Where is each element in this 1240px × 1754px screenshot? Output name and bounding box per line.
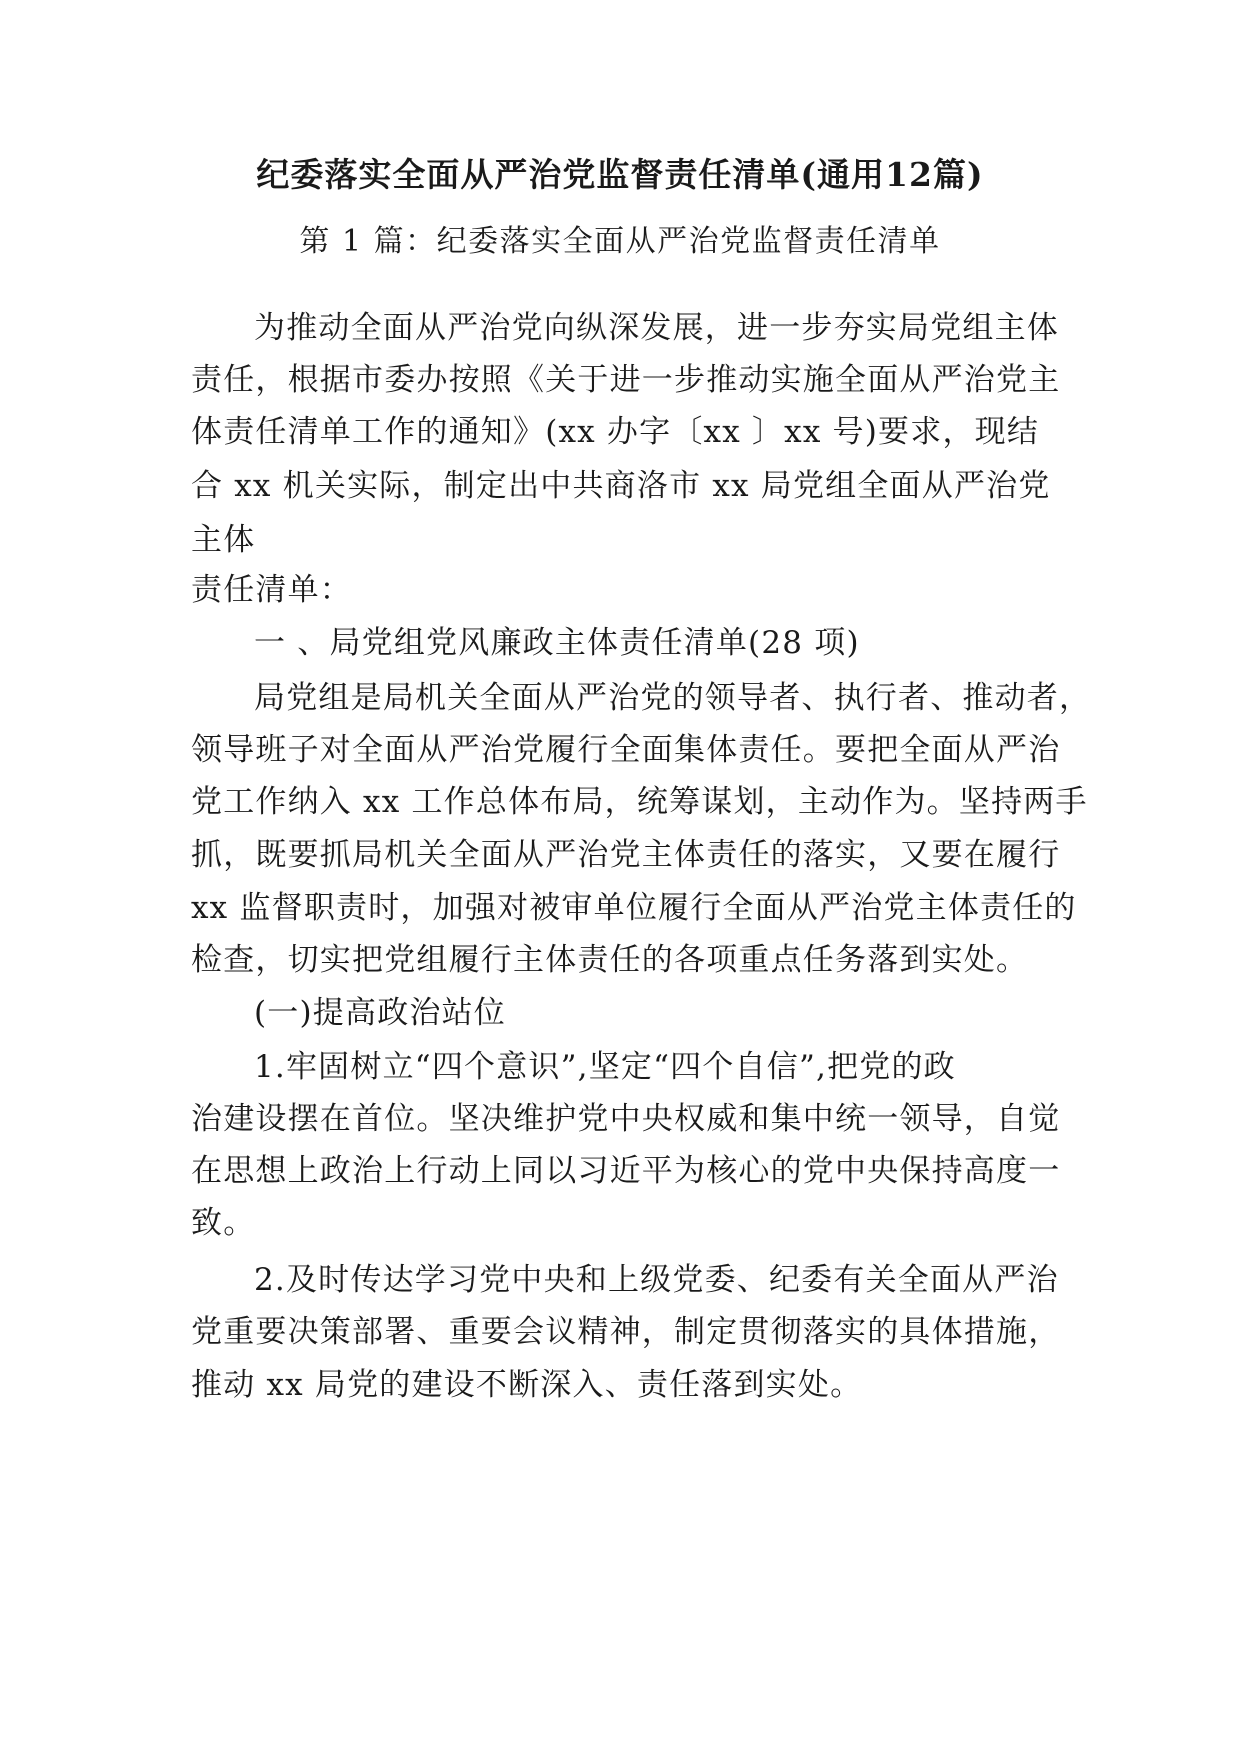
paragraph-line: 责任，根据市委办按照《关于进一步推动实施全面从严治党主	[191, 362, 1061, 398]
paragraph-line: 治建设摆在首位。坚决维护党中央权威和集中统一领导，自觉	[191, 1101, 1061, 1137]
paragraph-line: 党重要决策部署、重要会议精神，制定贯彻落实的具体措施，	[191, 1314, 1061, 1350]
subsection-heading: (一)提高政治站位	[254, 995, 506, 1031]
paragraph-line: 党工作纳入 xx 工作总体布局，统筹谋划，主动作为。坚持两手	[191, 784, 1088, 820]
paragraph-line: 1.牢固树立“四个意识”,坚定“四个自信”,把党的政	[254, 1049, 956, 1085]
paragraph-line: 推动 xx 局党的建设不断深入、责任落到实处。	[191, 1367, 863, 1403]
paragraph-line: 抓，既要抓局机关全面从严治党主体责任的落实，又要在履行	[191, 837, 1061, 873]
section-heading: 一 、局党组党风廉政主体责任清单(28 项)	[254, 625, 860, 661]
paragraph-line: xx 监督职责时，加强对被审单位履行全面从严治党主体责任的	[191, 890, 1077, 926]
paragraph-line: 检查，切实把党组履行主体责任的各项重点任务落到实处。	[191, 942, 1029, 978]
paragraph-line: 体责任清单工作的通知》(xx 办字〔xx 〕xx 号)要求，现结	[191, 414, 1040, 450]
paragraph-line: 为推动全面从严治党向纵深发展，进一步夯实局党组主体	[254, 310, 1059, 346]
paragraph-line: 合 xx 机关实际，制定出中共商洛市 xx 局党组全面从严治党	[191, 468, 1051, 504]
paragraph-line: 领导班子对全面从严治党履行全面集体责任。要把全面从严治	[191, 732, 1061, 768]
paragraph-line: 2.及时传达学习党中央和上级党委、纪委有关全面从严治	[254, 1262, 1059, 1298]
paragraph-line: 在思想上政治上行动上同以习近平为核心的党中央保持高度一	[191, 1153, 1061, 1189]
paragraph-line: 致。	[191, 1205, 256, 1241]
paragraph-line: 局党组是局机关全面从严治党的领导者、执行者、推动者，	[254, 680, 1092, 716]
paragraph-line: 主体	[191, 522, 256, 558]
paragraph-line: 责任清单：	[191, 572, 352, 608]
document-subtitle: 第 1 篇：纪委落实全面从严治党监督责任清单	[299, 224, 941, 259]
document-title: 纪委落实全面从严治党监督责任清单(通用12篇)	[256, 155, 984, 194]
